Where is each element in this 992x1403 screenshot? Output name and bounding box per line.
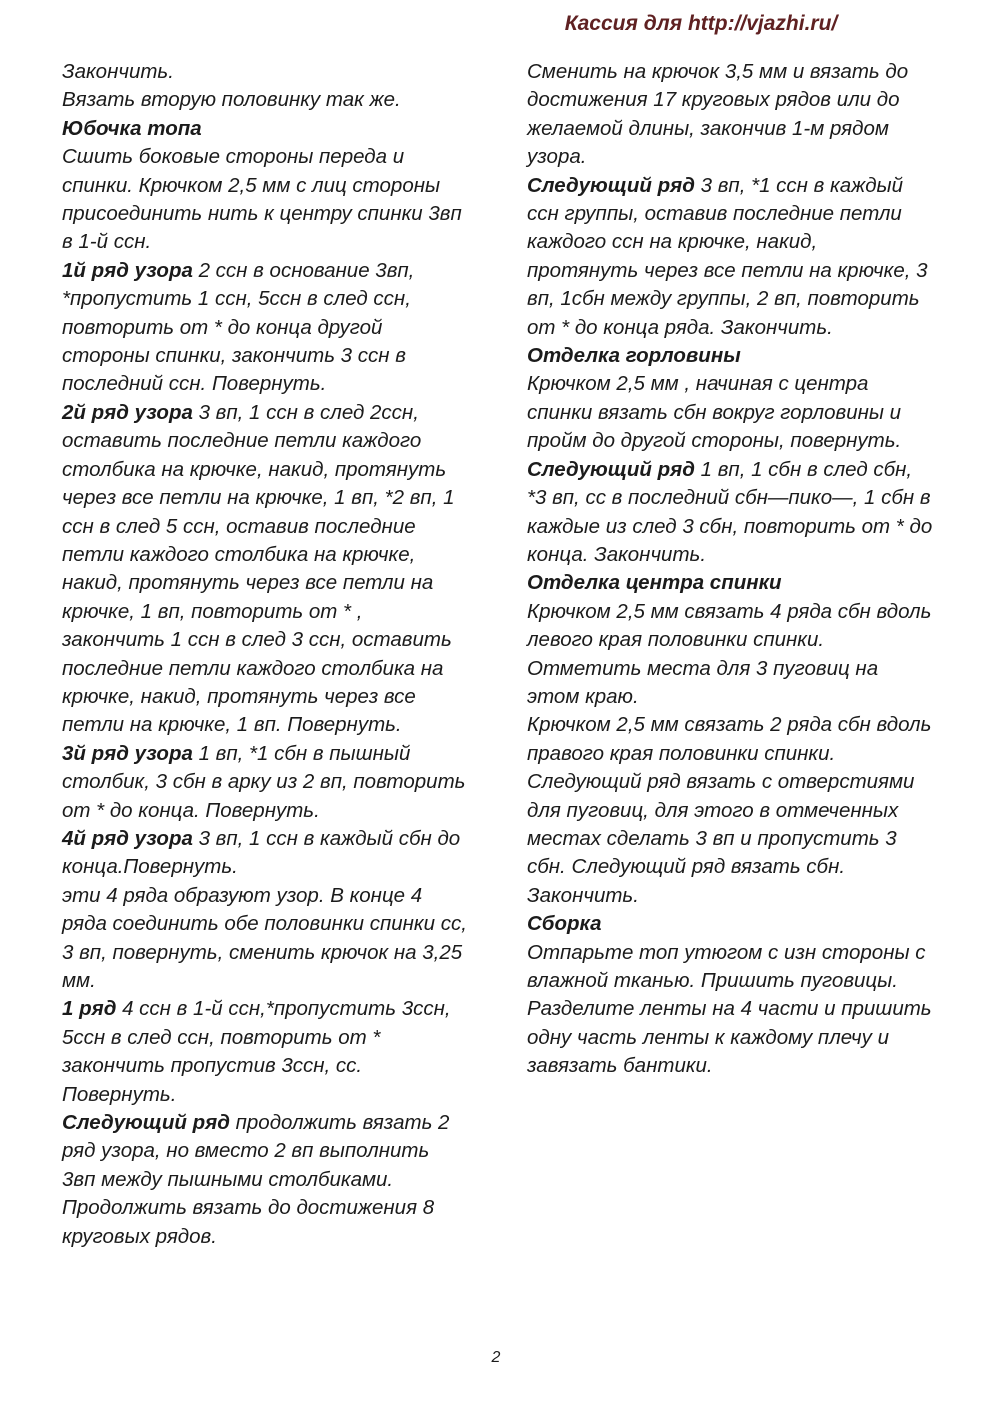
paragraph (62, 143, 468, 257)
paragraph-text: Сменить на крючок 3,5 мм и вязать до достижения 17 круговых рядов или до желаемой длины, закончив 1-м рядом узора. (527, 60, 909, 169)
paragraph (62, 257, 468, 399)
paragraph (62, 882, 468, 996)
paragraph-text: Крючком 2,5 мм , начиная с центра спинки вязать сбн вокруг горловины и пройм до другой стороны, повернуть. (527, 372, 902, 453)
paragraph-text: 3 вп, 1 ссн в след 2ссн, оставить последние петли каждого столбика на крючке, накид, протянуть через все петли на крючке, 1 вп, *2 вп, 1 ссн в след 5 ссн, оставив последние петли каждого столбика на крючке, накид, протянуть через все петли на крючке, 1 вп, повторить от * , закончить 1 ссн в след 3 ссн, оставить последние петли каждого столбика на крючке, накид, протянуть через все петли на крючке, 1 вп. Повернуть. (62, 400, 455, 737)
paragraph (62, 740, 468, 825)
paragraph (527, 456, 933, 570)
row-label: Следующий ряд (527, 457, 695, 481)
paragraph-text: Отпарьте топ утюгом с изн стороны с влажной тканью. Пришить пуговицы. Разделите ленты на 4 части и пришить одну часть ленты к каждому плечу и завязать бантики. (527, 940, 932, 1078)
paragraph-text: Крючком 2,5 мм связать 4 ряда сбн вдоль левого края половинки спинки. Отметить места для 3 пуговиц на этом краю. (527, 599, 932, 708)
paragraph (62, 58, 468, 86)
row-label: 1й ряд узора (62, 258, 193, 282)
section-heading: Юбочка топа (62, 116, 202, 140)
row-label: 1 ряд (62, 997, 117, 1021)
paragraph (527, 939, 933, 1081)
paragraph (527, 598, 933, 712)
row-label: 4й ряд узора (62, 826, 193, 850)
paragraph-text: 1 вп, *1 сбн в пышный столбик, 3 сбн в арку из 2 вп, повторить от * до конца. Повернуть. (62, 741, 466, 822)
header-credit: Кассия для http://vjazhi.ru/ (564, 12, 838, 35)
paragraph (62, 995, 468, 1109)
section-heading: Сборка (527, 912, 602, 936)
paragraph (62, 86, 468, 114)
paragraph-text: Крючком 2,5 мм связать 2 ряда сбн вдоль правого края половинки спинки. Следующий ряд вязать с отверстиями для пуговиц, для этого в отмеченных местах сделать 3 вп и пропустить 3 сбн. Следующий ряд вязать сбн. Закончить. (527, 713, 932, 907)
paragraph (527, 711, 933, 910)
paragraph-text: Сшить боковые стороны переда и спинки. Крючком 2,5 мм с лиц стороны присоединить нить к центру спинки 3вп в 1-й ссн. (62, 145, 462, 254)
paragraph (62, 1109, 468, 1251)
paragraph-text: 1 вп, 1 сбн в след сбн, *3 вп, сс в последний сбн—пико—, 1 сбн в каждые из след 3 сбн, повторить от * до конца. Закончить. (527, 457, 933, 566)
section-heading: Отделка горловины (527, 344, 741, 368)
paragraph (527, 370, 933, 455)
paragraph (527, 58, 933, 172)
left-column (62, 58, 468, 1251)
row-label: 3й ряд узора (62, 741, 193, 765)
right-column (527, 58, 933, 1081)
page-header (410, 12, 992, 36)
paragraph (62, 825, 468, 882)
paragraph-text: 4 ссн в 1-й ссн,*пропустить 3ссн, 5ссн в след ссн, повторить от * закончить пропустив 3ссн, сс. Повернуть. (62, 997, 451, 1106)
row-label: Следующий ряд (527, 173, 695, 197)
paragraph-text: Закончить. (62, 60, 174, 83)
paragraph-text: 3 вп, *1 ссн в каждый ссн группы, оставив последние петли каждого ссн на крючке, накид, протянуть через все петли на крючке, 3 вп, 1сбн между группы, 2 вп, повторить от * до конца ряда. Закончить. (527, 173, 928, 339)
paragraph-text: продолжить вязать 2 ряд узора, но вместо 2 вп выполнить 3вп между пышными столбиками. Продолжить вязать до достижения 8 круговых рядов. (62, 1111, 450, 1248)
paragraph-text: Вязать вторую половинку так же. (62, 88, 401, 112)
paragraph (527, 172, 933, 342)
section-heading: Отделка центра спинки (527, 571, 782, 595)
row-label: 2й ряд узора (62, 400, 193, 424)
page-number: 2 (491, 1349, 501, 1366)
paragraph (62, 399, 468, 740)
paragraph-text: 3 вп, 1 ссн в каждый сбн до конца.Повернуть. (62, 826, 461, 879)
paragraph-text: эти 4 ряда образуют узор. В конце 4 ряда соединить обе половинки спинки сс, 3 вп, повернуть, сменить крючок на 3,25 мм. (62, 883, 467, 992)
paragraph-text: 2 ссн в основание 3вп, *пропустить 1 ссн, 5ссн в след ссн, повторить от * до конца другой стороны спинки, закончить 3 ссн в последний ссн. Повернуть. (62, 258, 415, 396)
row-label: Следующий ряд (62, 1111, 230, 1135)
